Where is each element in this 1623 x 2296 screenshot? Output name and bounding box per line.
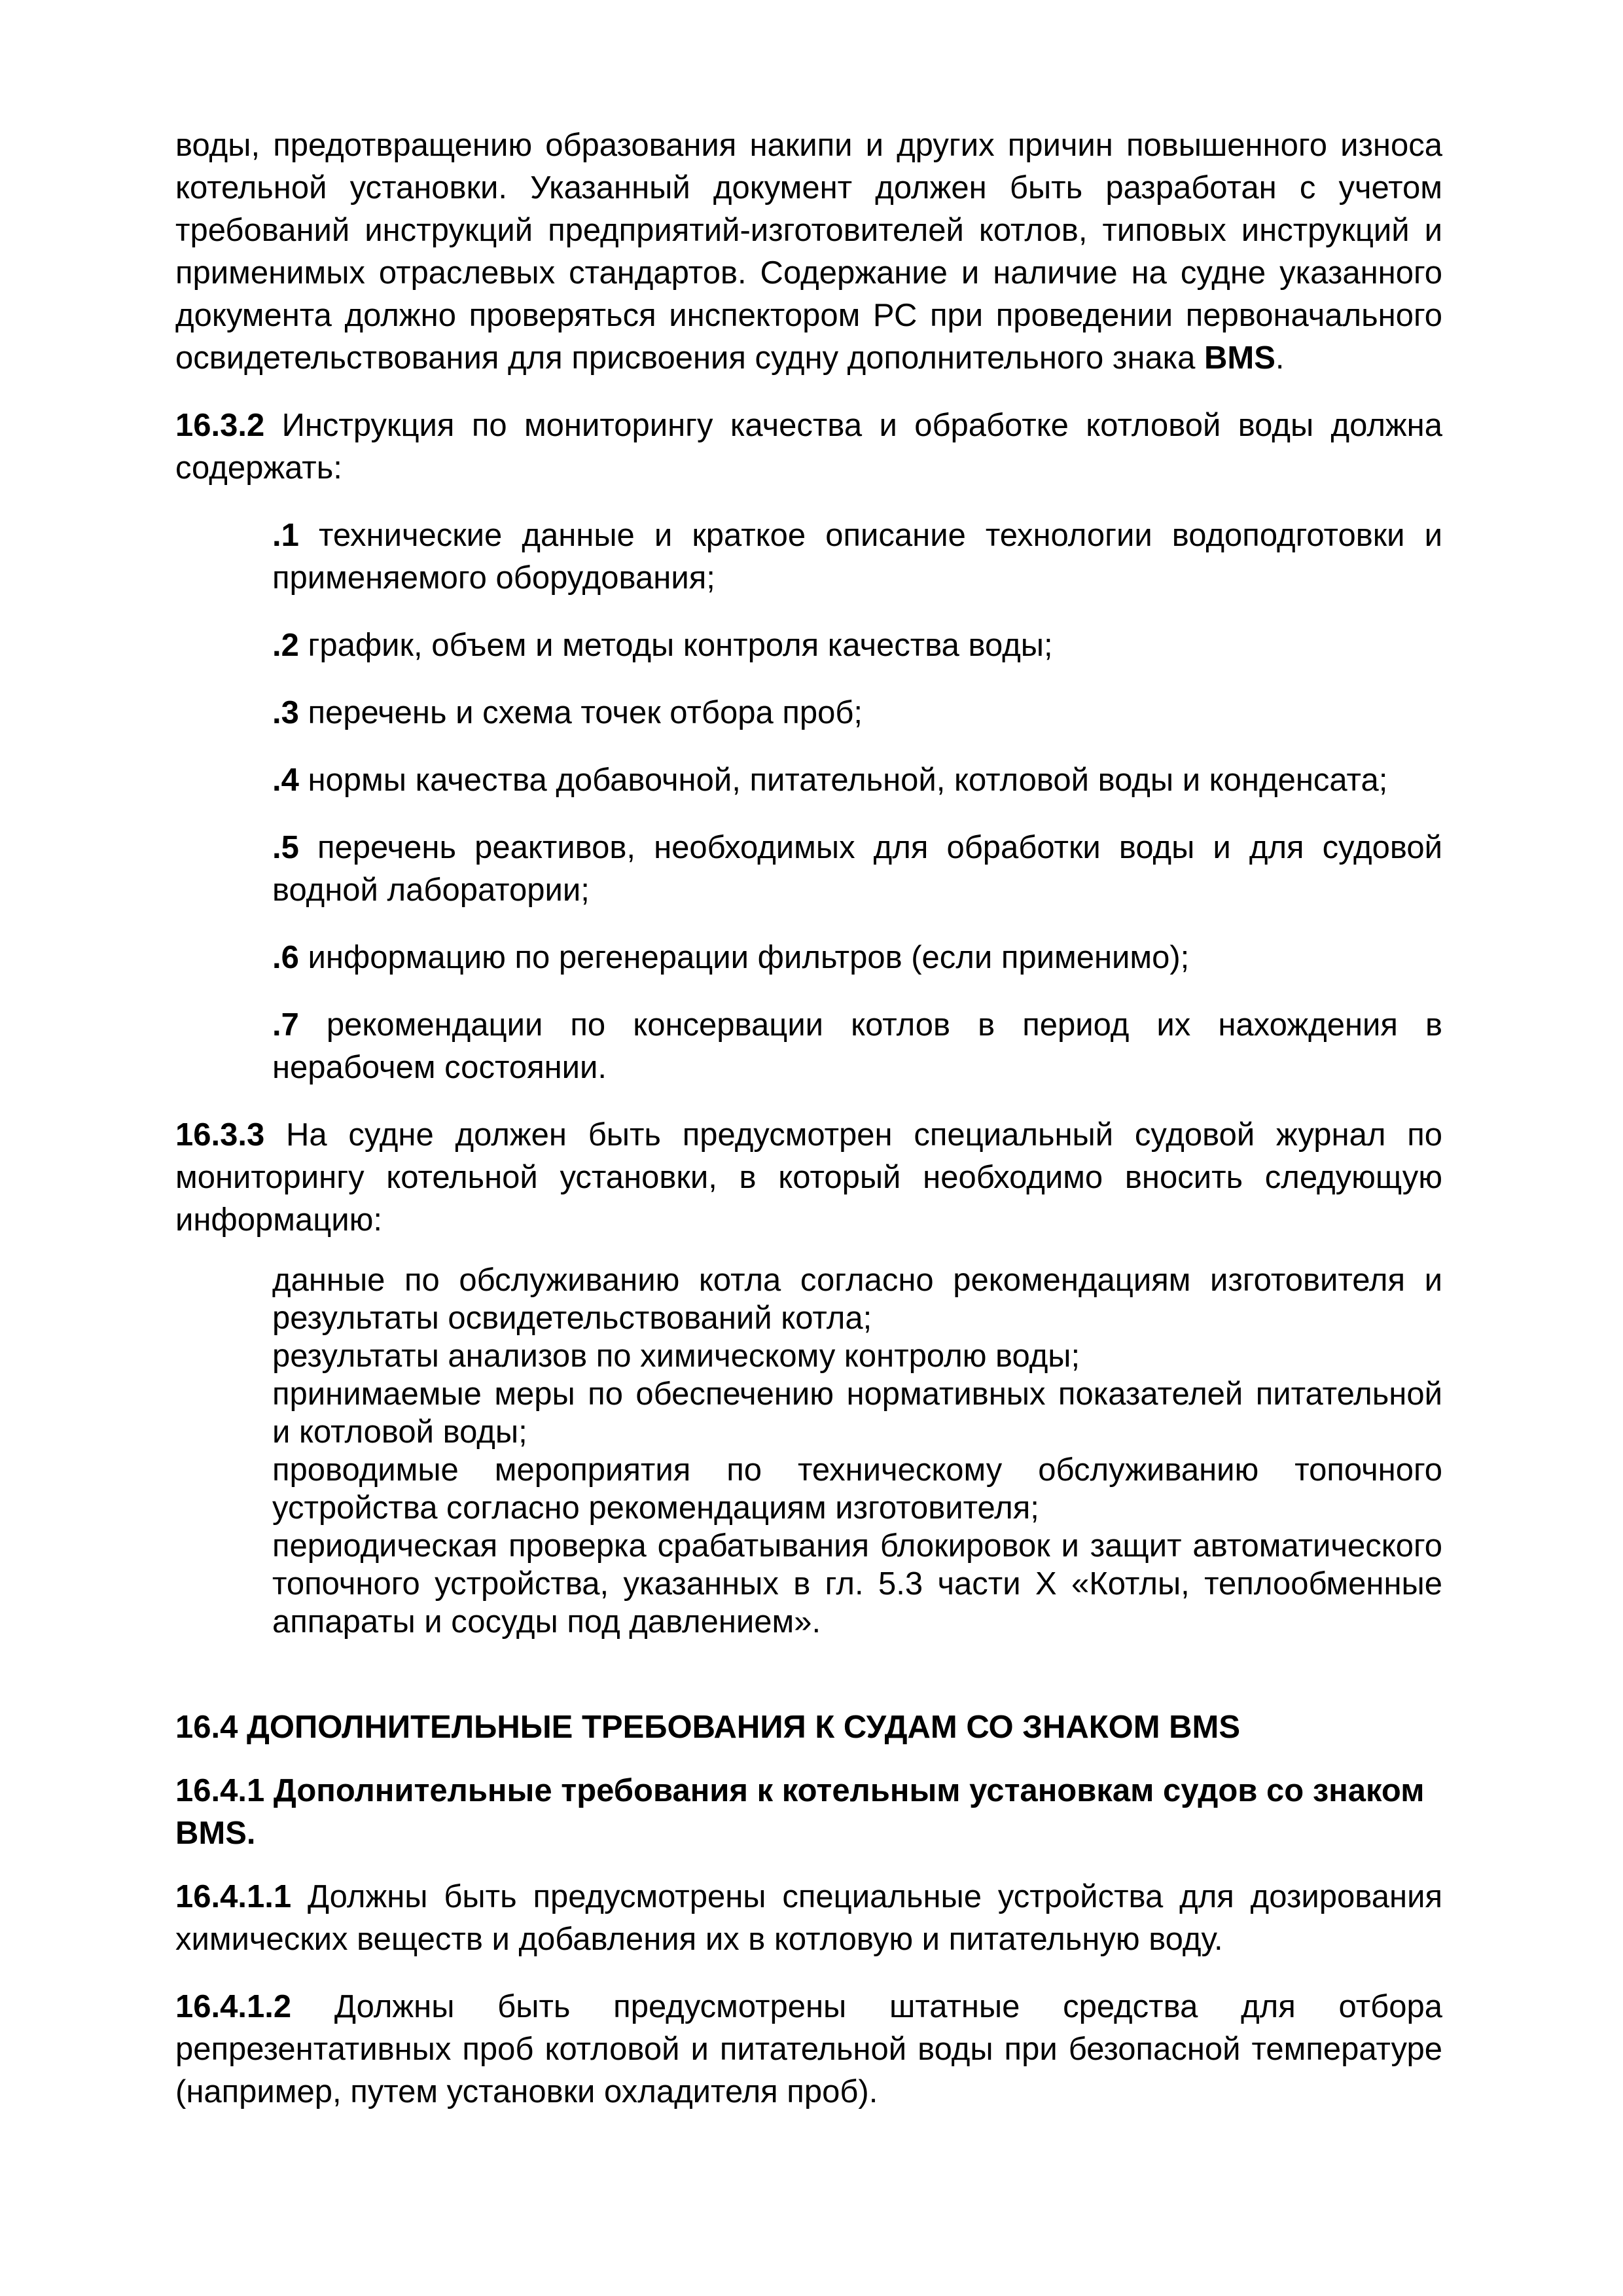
list-item: периодическая проверка срабатывания блокировок и защит автоматического топочного устройства, указанных в гл. 5.3 части X «Котлы, теплообменные аппараты и сосуды под давлением». bbox=[272, 1528, 1442, 1640]
clause-number: 16.3.3 bbox=[175, 1117, 265, 1153]
list-item bbox=[272, 1004, 1442, 1089]
paragraph-16-3-2 bbox=[175, 404, 1442, 490]
section-heading-16-4: 16.4 ДОПОЛНИТЕЛЬНЫЕ ТРЕБОВАНИЯ К СУДАМ СО ЗНАКОМ BMS bbox=[175, 1710, 1241, 1745]
intro-paragraph bbox=[175, 124, 1442, 380]
list-16-3-2 bbox=[175, 514, 1442, 1089]
intro-end: . bbox=[1275, 340, 1285, 376]
list-item-number: .4 bbox=[272, 762, 299, 798]
list-item bbox=[272, 624, 1442, 667]
list-item-text: перечень и схема точек отбора проб; bbox=[298, 695, 863, 730]
list-item-text: нормы качества добавочной, питательной, котловой воды и конденсата; bbox=[298, 762, 1388, 798]
clause-number: 16.3.2 bbox=[175, 408, 265, 443]
list-item-text: график, объем и методы контроля качества воды; bbox=[298, 628, 1053, 663]
list-item-text: перечень реактивов, необходимых для обработки воды и для судовой водной лаборатории; bbox=[272, 830, 1442, 908]
list-item bbox=[272, 759, 1442, 802]
document-page bbox=[175, 124, 1442, 2138]
list-item-text: информацию по регенерации фильтров (если применимо); bbox=[298, 940, 1190, 975]
clause-text: Должны быть предусмотрены специальные устройства для дозирования химических веществ и добавления их в котловую и питательную воду. bbox=[175, 1879, 1442, 1957]
list-item bbox=[272, 692, 1442, 734]
list-item: результаты анализов по химическому контролю воды; bbox=[272, 1338, 1080, 1374]
list-item bbox=[272, 827, 1442, 912]
paragraph-16-4-1-2 bbox=[175, 1986, 1442, 2113]
clause-number: 16.4.1.2 bbox=[175, 1989, 292, 2024]
list-16-3-3 bbox=[272, 1261, 1442, 1641]
list-item bbox=[272, 514, 1442, 600]
subsection-heading-16-4-1: 16.4.1 Дополнительные требования к котельным установкам судов со знаком BMS. bbox=[175, 1773, 1425, 1851]
list-item-number: .1 bbox=[272, 518, 299, 553]
list-item-number: .7 bbox=[272, 1007, 299, 1043]
bms-mark: BMS bbox=[1204, 340, 1275, 376]
paragraph-16-4-1-1 bbox=[175, 1876, 1442, 1961]
list-item-number: .3 bbox=[272, 695, 299, 730]
list-item: данные по обслуживанию котла согласно рекомендациям изготовителя и результаты освидетельствований котла; bbox=[272, 1263, 1442, 1336]
intro-text: воды, предотвращению образования накипи и других причин повышенного износа котельной установки. Указанный документ должен быть разработан с учетом требований инструкций предприятий-изготовителей котлов, типовых инструкций и применимых отраслевых стандартов. Содержание и наличие на судне указанного документа должно проверяться инспектором РС при проведении первоначального освидетельствования для присвоения судну дополнительного знака bbox=[175, 128, 1442, 376]
clause-text: Должны быть предусмотрены штатные средства для отбора репрезентативных проб котловой и питательной воды при безопасной температуре (например, путем установки охладителя проб). bbox=[175, 1989, 1442, 2109]
clause-number: 16.4.1.1 bbox=[175, 1879, 292, 1914]
list-item-text: технические данные и краткое описание технологии водоподготовки и применяемого оборудования; bbox=[272, 518, 1442, 596]
list-item-text: рекомендации по консервации котлов в период их нахождения в нерабочем состоянии. bbox=[272, 1007, 1442, 1085]
clause-text: На судне должен быть предусмотрен специальный судовой журнал по мониторингу котельной установки, в который необходимо вносить следующую информацию: bbox=[175, 1117, 1442, 1238]
paragraph-16-3-3 bbox=[175, 1114, 1442, 1242]
list-item: проводимые мероприятия по техническому обслуживанию топочного устройства согласно рекомендациям изготовителя; bbox=[272, 1452, 1442, 1526]
list-item-number: .2 bbox=[272, 628, 299, 663]
clause-text: Инструкция по мониторингу качества и обработке котловой воды должна содержать: bbox=[175, 408, 1442, 486]
list-item bbox=[272, 937, 1442, 979]
list-item-number: .6 bbox=[272, 940, 299, 975]
list-item: принимаемые меры по обеспечению нормативных показателей питательной и котловой воды; bbox=[272, 1376, 1442, 1450]
list-item-number: .5 bbox=[272, 830, 299, 865]
